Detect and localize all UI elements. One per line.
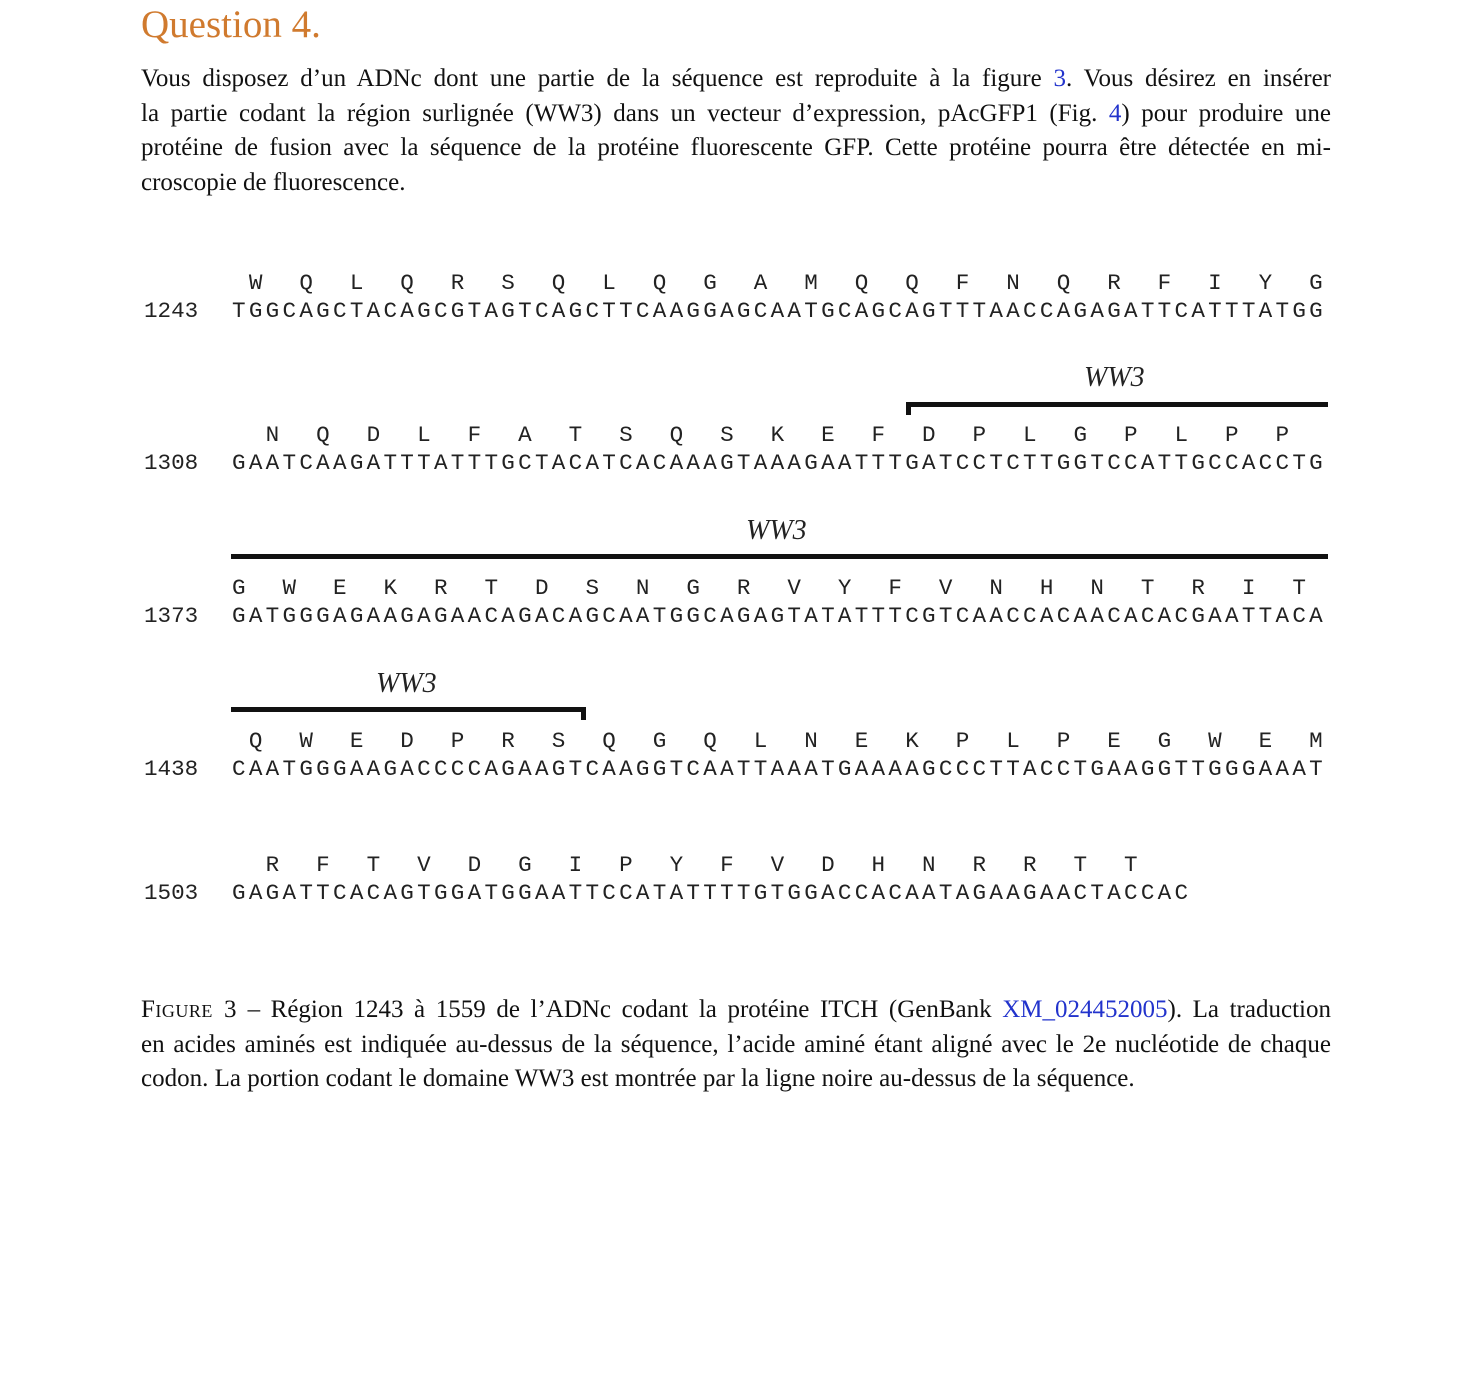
question-heading: Question 4. bbox=[141, 3, 321, 46]
nt-row-1243: TGGCAGCTACAGCGTAGTCAGCTTCAAGGAGCAATGCAGCAGTTTAACCAGAGATTCATTTATGG bbox=[232, 298, 1326, 324]
figure-caption bbox=[141, 993, 1331, 1097]
row-number-1373: 1373 bbox=[144, 603, 199, 629]
ww3-label-2: WW3 bbox=[746, 515, 807, 546]
aa-row-1308: N Q D L F A T S Q S K E F D P L G P L P P bbox=[232, 422, 1293, 448]
caption-line-1: Figure 3 – Région 1243 à 1559 de l’ADNc codant la protéine ITCH (GenBank XM_024452005). La traduction bbox=[141, 996, 1331, 1023]
ww3-bar-1 bbox=[906, 402, 1328, 407]
figure-3-link[interactable]: 3 bbox=[1053, 65, 1067, 92]
row-number-1503: 1503 bbox=[144, 880, 199, 906]
ww3-label-1: WW3 bbox=[1084, 362, 1145, 393]
nt-row-1503: GAGATTCACAGTGGATGGAATTCCATATTTTGTGGACCACAATAGAAGAACTACCAC bbox=[232, 880, 1192, 906]
ww3-bar-2 bbox=[231, 554, 1328, 559]
figure-4-link[interactable]: 4 bbox=[1108, 99, 1122, 127]
intro-line-2: la partie codant la région surlignée (WW3) dans un vecteur d’expression, pAcGFP1 (Fig. 4) pour produire une bbox=[141, 99, 1331, 127]
intro-line-3: protéine de fusion avec la séquence de la protéine fluorescente GFP. Cette protéine pourra être détectée en mi- bbox=[141, 134, 1331, 161]
aa-row-1438: Q W E D P R S Q G Q L N E K P L P E G W E M bbox=[232, 728, 1326, 754]
intro-line-1: Vous disposez d’un ADNc dont une partie de la séquence est reproduite à la figure 3. Vous désirez en insérer bbox=[141, 65, 1332, 92]
aa-row-1373: G W E K R T D S N G R V Y F V N H N T R I T bbox=[232, 575, 1310, 601]
genbank-link[interactable]: XM_024452005 bbox=[1002, 996, 1168, 1023]
nt-row-1438: CAATGGGAAGACCCCAGAAGTCAAGGTCAATTAAATGAAAAGCCCTTACCTGAAGGTTGGGAAAT bbox=[232, 756, 1326, 782]
aa-row-1503: R F T V D G I P Y F V D H N R R T T bbox=[232, 852, 1141, 878]
ww3-label-3: WW3 bbox=[376, 668, 437, 699]
aa-row-1243: W Q L Q R S Q L Q G A M Q Q F N Q R F I Y G bbox=[232, 270, 1326, 296]
row-number-1308: 1308 bbox=[144, 450, 199, 476]
ww3-start-tick bbox=[906, 402, 911, 415]
ww3-end-tick bbox=[581, 707, 586, 720]
row-number-1438: 1438 bbox=[144, 756, 199, 782]
nt-row-1373: GATGGGAGAAGAGAACAGACAGCAATGGCAGAGTATATTTCGTCAACCACAACACACGAATTACA bbox=[232, 603, 1326, 629]
row-number-1243: 1243 bbox=[144, 298, 199, 324]
ww3-bar-3 bbox=[231, 707, 586, 712]
caption-line-2: en acides aminés est indiquée au-dessus de la séquence, l’acide aminé étant aligné avec le 2e nucléotide de chaque bbox=[141, 1030, 1331, 1058]
nt-row-1308: GAATCAAGATTTATTTGCTACATCACAAAGTAAAGAATTTGATCCTCTTGGTCCATTGCCACCTG bbox=[232, 450, 1326, 476]
caption-line-3: codon. La portion codant le domaine WW3 est montrée par la ligne noire au-dessus de la séquence. bbox=[141, 1065, 1135, 1092]
intro-line-4: croscopie de fluorescence. bbox=[141, 168, 406, 196]
figure-label: Figure 3 bbox=[141, 996, 237, 1023]
